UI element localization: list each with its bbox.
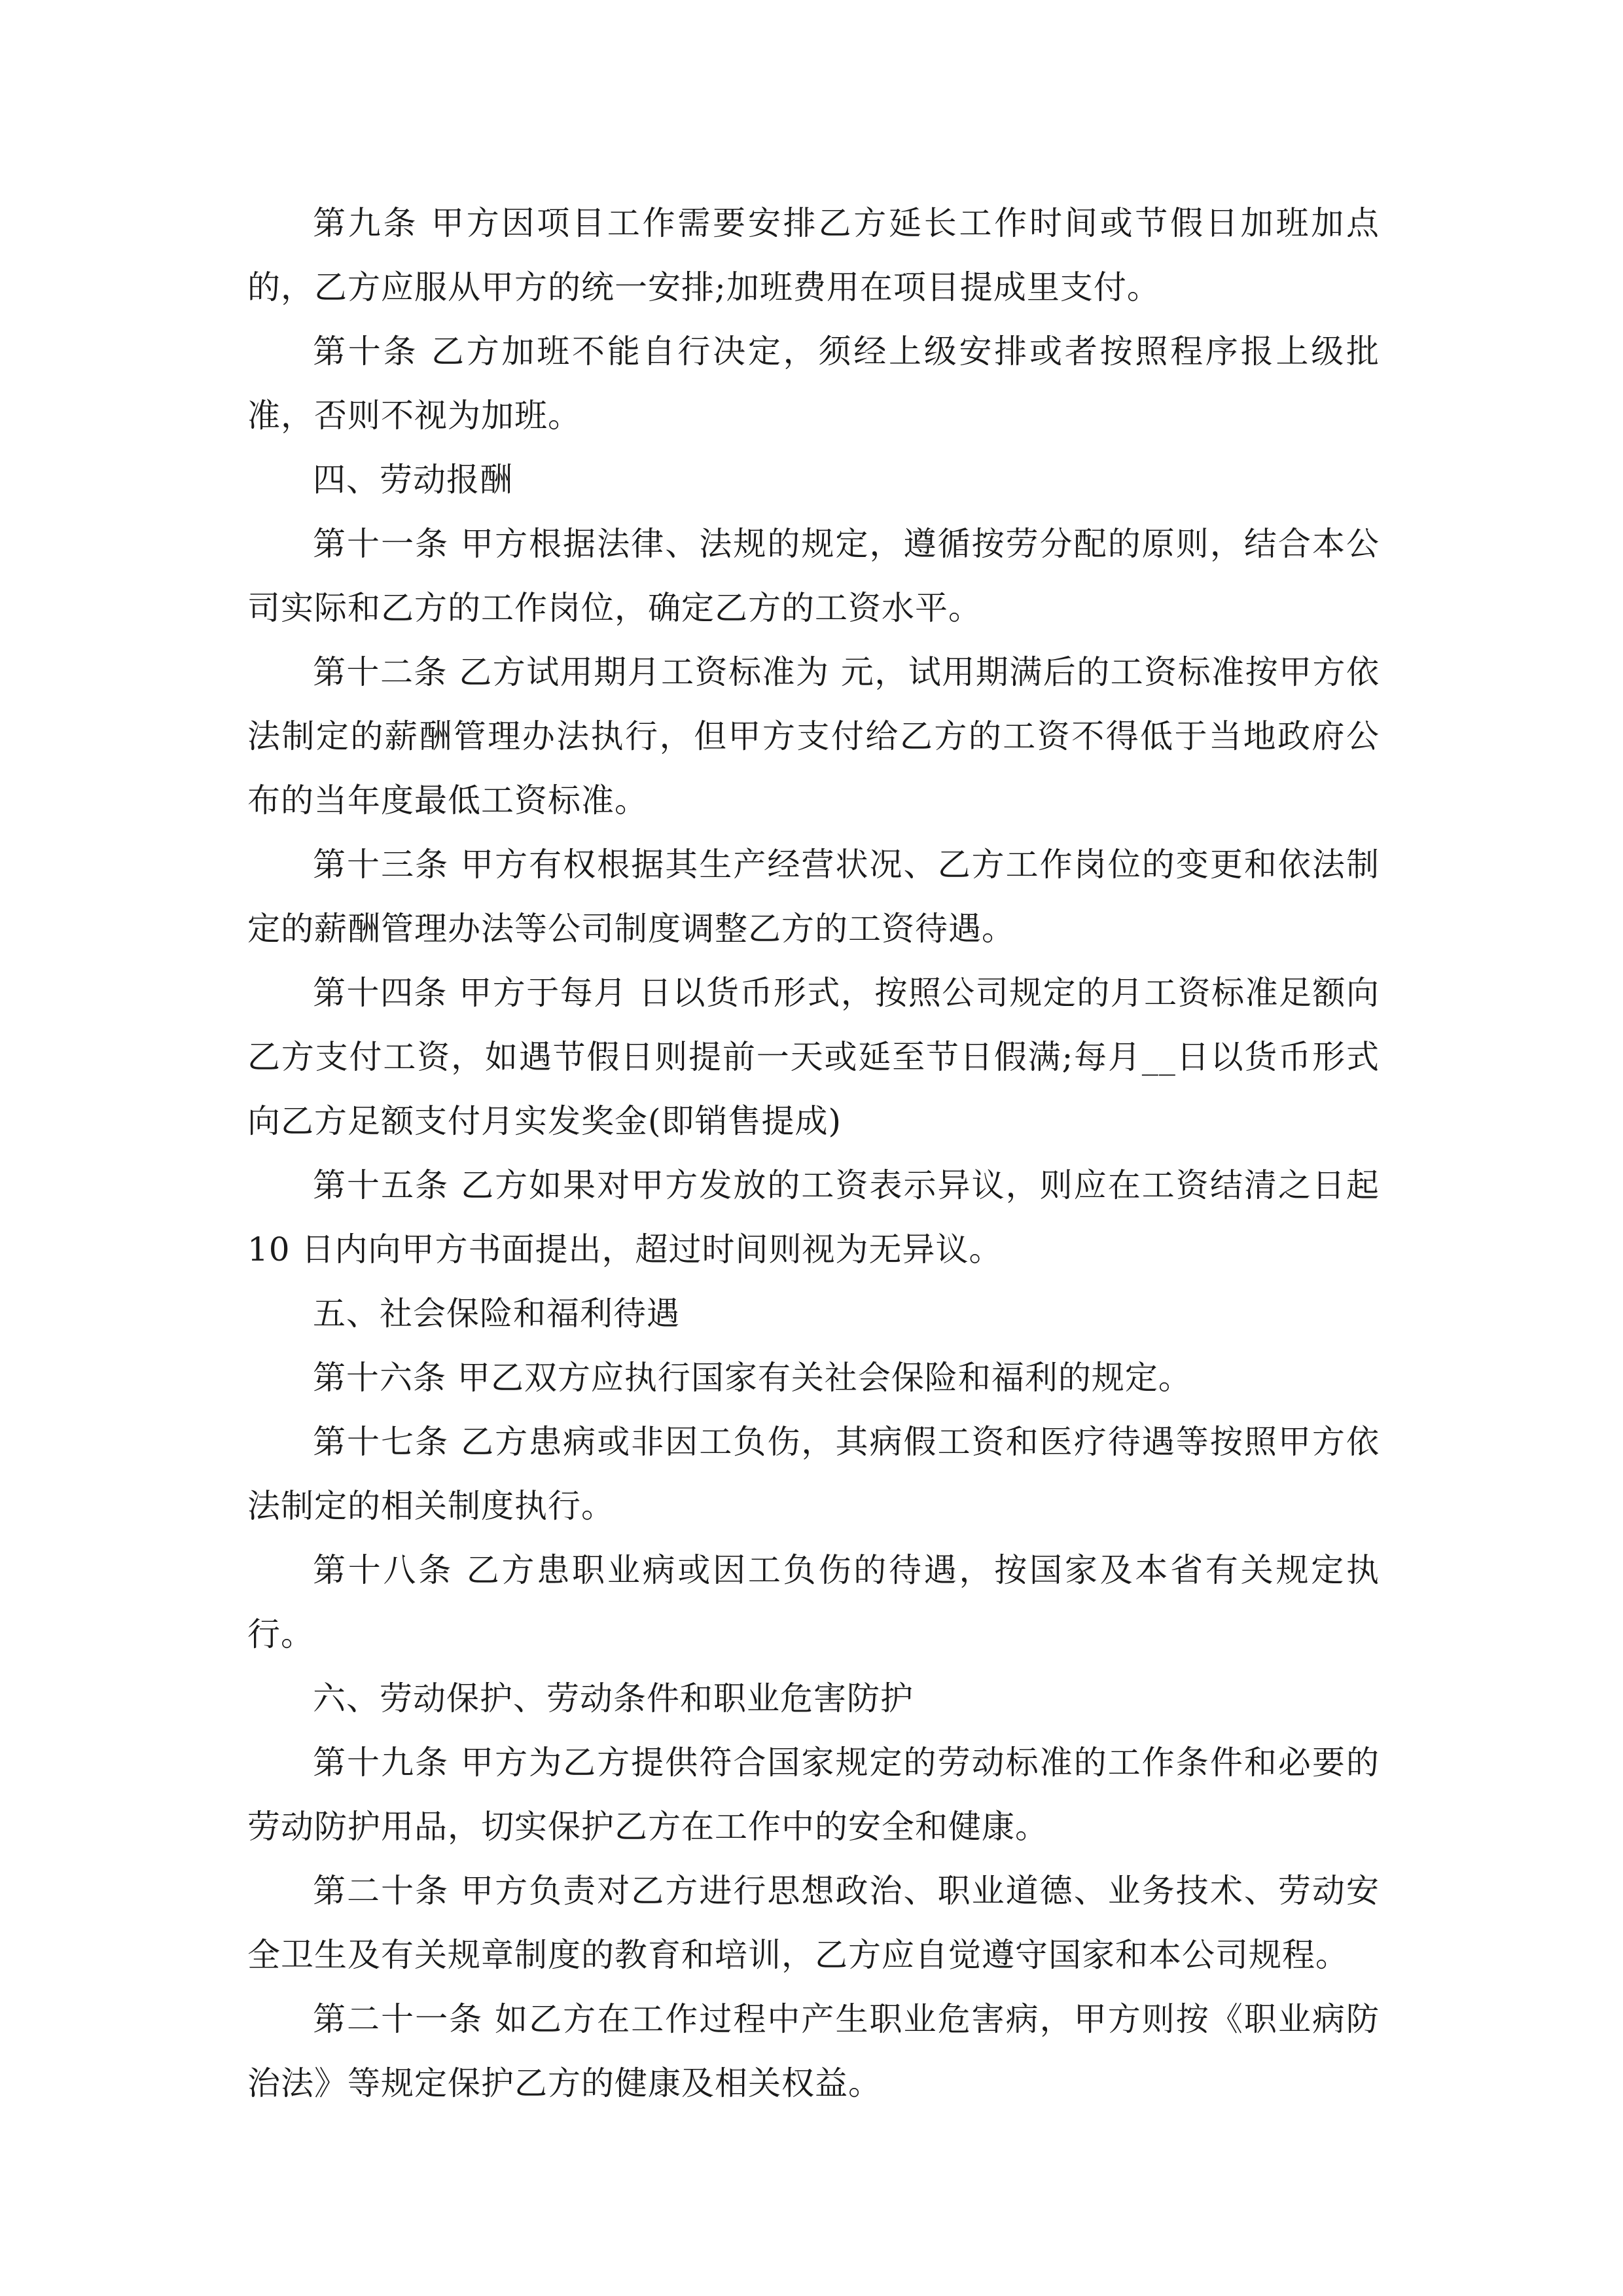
clause-19: 第十九条 甲方为乙方提供符合国家规定的劳动标准的工作条件和必要的劳动防护用品，切实保护乙方在工作中的安全和健康。 [247,1744,1380,1846]
document-body [247,191,1380,2115]
section-heading-labor-protection: 六、劳动保护、劳动条件和职业危害防护 [313,1679,914,1717]
clause-15: 第十五条 乙方如果对甲方发放的工资表示异议，则应在工资结清之日起 10 日内向甲方书面提出，超过时间则视为无异议。 [247,1166,1380,1268]
clause-13: 第十三条 甲方有权根据其生产经营状况、乙方工作岗位的变更和依法制定的薪酬管理办法等公司制度调整乙方的工资待遇。 [247,846,1380,948]
clause-12: 第十二条 乙方试用期月工资标准为 元，试用期满后的工资标准按甲方依法制定的薪酬管理办法执行，但甲方支付给乙方的工资不得低于当地政府公布的当年度最低工资标准。 [247,653,1380,819]
clause-17: 第十七条 乙方患病或非因工负伤，其病假工资和医疗待遇等按照甲方依法制定的相关制度执行。 [247,1423,1380,1525]
clause-14: 第十四条 甲方于每月 日以货币形式，按照公司规定的月工资标准足额向乙方支付工资，如遇节假日则提前一天或延至节日假满;每月__日以货币形式向乙方足额支付月实发奖金(即销售提成) [247,974,1380,1140]
clause-9: 第九条 甲方因项目工作需要安排乙方延长工作时间或节假日加班加点的，乙方应服从甲方的统一安排;加班费用在项目提成里支付。 [247,204,1380,306]
clause-20: 第二十条 甲方负责对乙方进行思想政治、职业道德、业务技术、劳动安全卫生及有关规章制度的教育和培训，乙方应自觉遵守国家和本公司规程。 [247,1872,1380,1974]
clause-11: 第十一条 甲方根据法律、法规的规定，遵循按劳分配的原则，结合本公司实际和乙方的工作岗位，确定乙方的工资水平。 [247,525,1380,627]
clause-10: 第十条 乙方加班不能自行决定，须经上级安排或者按照程序报上级批准，否则不视为加班。 [247,332,1380,435]
section-heading-social-insurance: 五、社会保险和福利待遇 [313,1295,680,1333]
clause-21: 第二十一条 如乙方在工作过程中产生职业危害病，甲方则按《职业病防治法》等规定保护乙方的健康及相关权益。 [247,2000,1380,2102]
clause-18: 第十八条 乙方患职业病或因工负伤的待遇，按国家及本省有关规定执行。 [247,1551,1380,1653]
section-heading-remuneration: 四、劳动报酬 [313,461,513,499]
clause-16: 第十六条 甲乙双方应执行国家有关社会保险和福利的规定。 [313,1359,1192,1397]
